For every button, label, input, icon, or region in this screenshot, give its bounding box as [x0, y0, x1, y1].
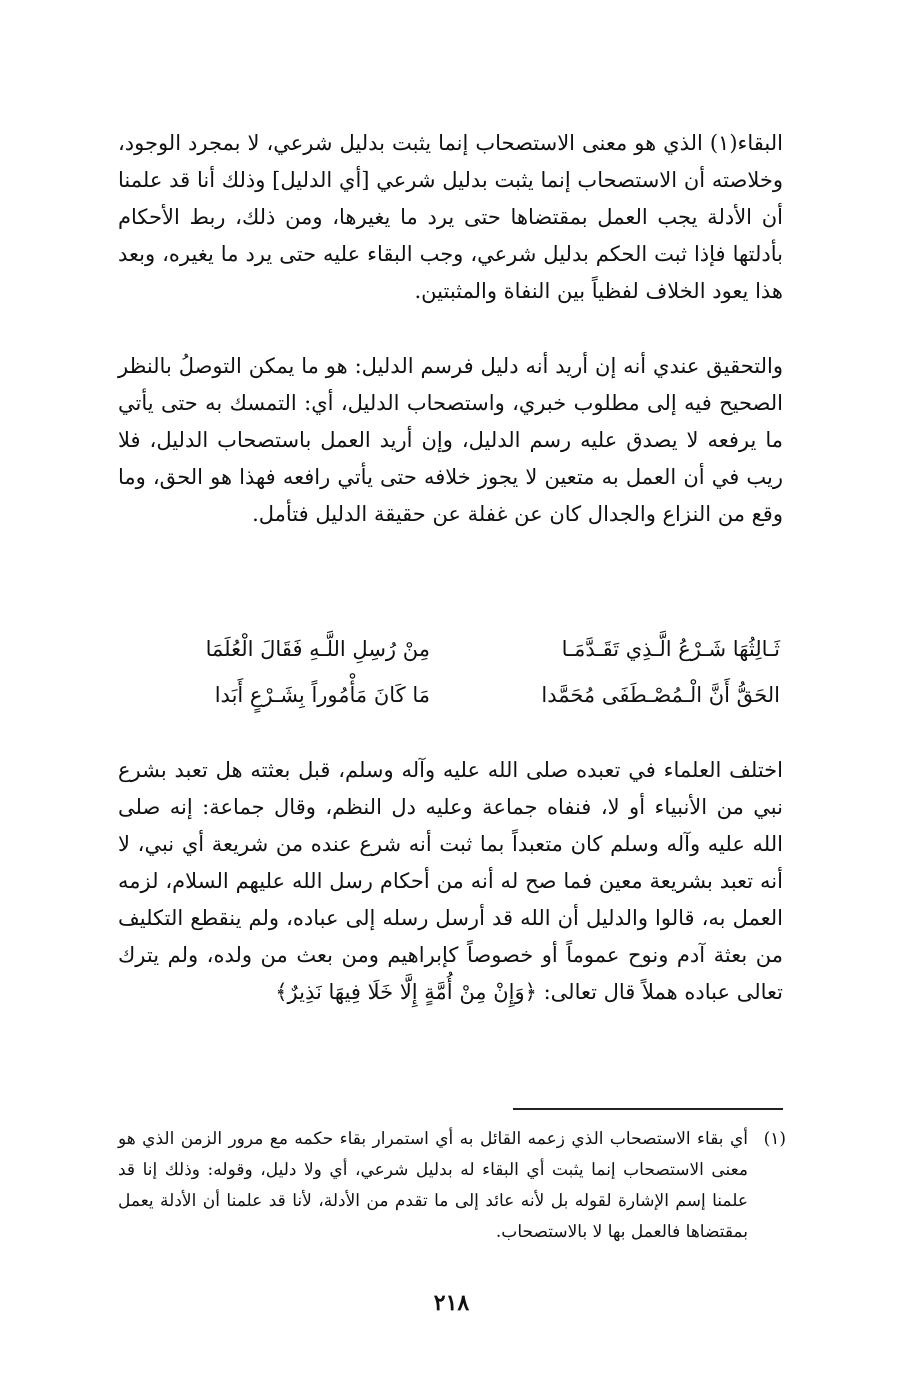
poem-verse-2-second-hemistich: مَا كَانَ مَأْمُوراً بِشَـرْعٍ أَبَدا	[214, 683, 430, 707]
footnotes	[118, 1124, 786, 1248]
poem-verse-2-first-hemistich: الحَقُّ أَنَّ الْـمُصْـطَفَى مُحَمَّدا	[541, 683, 780, 707]
footnote-item	[118, 1124, 786, 1248]
body-paragraph-1: البقاء(١) الذي هو معنى الاستصحاب إنما يثبت بدليل شرعي، لا بمجرد الوجود، وخلاصته أن الاستصحاب إنما يثبت بدليل شرعي [أي الدليل] وذلك أنا قد علمنا أن الأدلة يجب العمل بمقتضاها حتى يرد ما يغيرها، ومن ذلك، ربط الأحكام بأدلتها فإذا ثبت الحكم بدليل شرعي، وجب البقاء عليه حتى يرد ما يغيره، وبعد هذا يعود الخلاف لفظياً بين النفاة والمثبتين.	[118, 131, 783, 303]
poem-verse-1	[130, 626, 780, 672]
page-number: ٢١٨	[433, 1290, 470, 1316]
poem-verse-1-second-hemistich: مِنْ رُسِلِ اللَّـهِ فَقَالَ الْعُلَمَا	[205, 637, 430, 661]
poem-verse-2	[130, 672, 780, 718]
footnote-marker: (١)	[763, 1129, 786, 1149]
body-paragraph-3: اختلف العلماء في تعبده صلى الله عليه وآله وسلم، قبل بعثته هل تعبد بشرع نبي من الأنبياء أو لا، فنفاه جماعة وعليه دل النظم، وقال جماعة: إنه صلى الله عليه وآله وسلم كان متعبداً بما ثبت أنه شرع عنده من شريعة أي نبي، لا أنه تعبد بشريعة معين فما صح له أنه من أحكام رسل الله عليهم السلام، لزمه العمل به، قالوا والدليل أن الله قد أرسل رسله إلى عباده، ولم ينقطع التكليف من بعثة آدم ونوح عموماً أو خصوصاً كإبراهيم ومن بعث من ولده، ولم يترك تعالى عباده هملاً قال تعالى: ﴿وَإِنْ مِنْ أُمَّةٍ إِلَّا خَلَا فِيهَا نَذِيرٌ﴾	[118, 758, 784, 1004]
footnote-text: أي بقاء الاستصحاب الذي زعمه القائل به أي استمرار بقاء حكمه مع مرور الزمن الذي هو معنى الاستصحاب إنما يثبت أي البقاء له بدليل شرعي، أي ولا دليل، وقوله: وذلك إنا قد علمنا إسم الإشارة لقوله بل لأنه عائد إلى ما تقدم من الأدلة، لأنا قد علمنا أن الأدلة يعمل بمقتضاها فالعمل بها لا بالاستصحاب.	[118, 1129, 748, 1242]
body-paragraph-2: والتحقيق عندي أنه إن أريد أنه دليل فرسم الدليل: هو ما يمكن التوصلُ بالنظر الصحيح فيه إلى مطلوب خبري، واستصحاب الدليل، أي: التمسك به حتى يأتي ما يرفعه لا يصدق عليه رسم الدليل، وإن أريد العمل باستصحاب الدليل، فلا ريب في أن العمل به متعين لا يجوز خلافه حتى يأتي رافعه فهذا هو الحق، وما وقع من النزاع والجدال كان عن غفلة عن حقيقة الدليل فتأمل.	[118, 354, 783, 526]
poem-verses	[130, 626, 780, 718]
footnote-separator	[513, 1108, 783, 1110]
poem-verse-1-first-hemistich: ثَـالِثُهَا شَـرْعُ الَّـذِي تَقَـدَّمَـا	[561, 637, 780, 661]
